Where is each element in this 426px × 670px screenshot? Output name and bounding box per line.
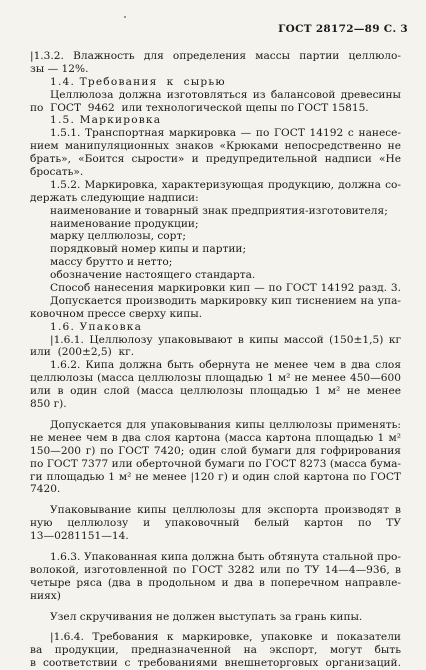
text-line: 1.6.3. Упакованная кипа должна быть обтянута стальной про- — [50, 550, 401, 563]
page-header: ГОСТ 28172—89 С. 3 — [278, 23, 408, 35]
text-line: наименование и товарный знак предприятия-изготовителя; — [50, 204, 388, 217]
text-line: или в один слой (масса целлюлозы площадью 1 м² не менее — [30, 385, 401, 398]
text-line: порядковый номер кипы и партии; — [50, 243, 247, 256]
text-line: бросать». — [30, 166, 84, 179]
text-line: наименование продукции; — [50, 217, 199, 230]
text-line: 850 г). — [30, 398, 67, 411]
text-line: зы — 12%. — [30, 62, 89, 75]
text-line: Упаковывание кипы целлюлозы для экспорта производят в — [50, 504, 401, 517]
text-line: ва продукции, предназначенной на экспорт, могут быть — [30, 644, 401, 657]
text-line: 1.6. Упаковка — [50, 320, 143, 333]
text-line: не менее чем в два слоя картона (масса картона площадью 1 м² — [30, 431, 401, 444]
text-line: в соответствии с требованиями внешнеторговых организаций. — [30, 657, 401, 670]
text-line: 1.5.1. Транспортная маркировка — по ГОСТ 14192 с нанесе- — [50, 127, 401, 140]
scan-speck — [124, 16, 126, 18]
text-line: 7420. — [30, 483, 61, 496]
text-line: ниях) — [30, 589, 61, 602]
paragraph-gap — [30, 496, 401, 504]
text-line: по ГОСТ 7377 или оберточной бумаги по ГОСТ 8273 (масса бума- — [30, 457, 401, 470]
paragraph-gap — [30, 411, 401, 419]
text-line: 1.5.2. Маркировка, характеризующая продукцию, должна со- — [50, 178, 401, 191]
text-line: массу брутто и нетто; — [50, 256, 173, 269]
text-line: волокой, изготовленной по ГОСТ 3282 или по ТУ 14—4—936, в — [30, 563, 401, 576]
text-line: |1.6.4. Требования к маркировке, упаковке и показатели — [50, 631, 401, 644]
text-line: Допускается для упаковывания кипы целлюлозы применять: — [50, 418, 401, 431]
text-line: 1.6.2. Кипа должна быть обернута не менее чем в два слоя — [50, 359, 401, 372]
text-line: Способ нанесения маркировки кип — по ГОСТ 14192 разд. 3. — [50, 282, 401, 295]
text-line: четыре ряса (два в продольном и два в поперечном направле- — [30, 576, 401, 589]
text-line: или (200±2,5) кг. — [30, 346, 135, 359]
text-line: Целлюлоза должна изготовляться из балансовой древесины — [50, 88, 401, 101]
paragraph-gap — [30, 623, 401, 631]
text-line: |1.3.2. Влажность для определения массы партии целлюло- — [30, 50, 401, 62]
text-line: целлюлозы (масса целлюлозы площадью 1 м² не менее 450—600 — [30, 372, 401, 385]
text-line: держать следующие надписи: — [30, 191, 199, 204]
text-line: ковочном прессе сверху кипы. — [30, 307, 203, 320]
text-line: марку целлюлозы, сорт; — [50, 230, 186, 243]
text-line: Узел скручивания не должен выступать за грань кипы. — [50, 610, 363, 623]
text-line: ную целлюлозу и упаковочный белый картон по ТУ — [30, 517, 401, 530]
text-line: Допускается производить маркировку кип тиснением на упа- — [50, 294, 401, 307]
text-line: брать», «Боится сырости» и предупредительной надписи «Не — [30, 153, 401, 166]
text-line: нием манипуляционных знаков «Крюками непосредственно не — [30, 140, 401, 153]
text-line: 1.5. Маркировка — [50, 114, 162, 127]
text-line: 13—0281151—14. — [30, 530, 129, 543]
text-line: ги площадью 1 м² не менее |120 г) и один слой картона по ГОСТ — [30, 470, 401, 483]
paragraph-gap — [30, 543, 401, 551]
paragraph-gap — [30, 603, 401, 611]
text-line: по ГОСТ 9462 или технологической щепы по ГОСТ 15815. — [30, 101, 369, 114]
document-body — [30, 50, 401, 670]
text-line: 1.4. Требования к сырью — [50, 75, 226, 88]
text-line: 150—200 г) по ГОСТ 7420; один слой бумаги для гофрирования — [30, 444, 401, 457]
text-line: обозначение настоящего стандарта. — [50, 269, 256, 282]
text-line: |1.6.1. Целлюлозу упаковывают в кипы массой (150±1,5) кг — [50, 333, 401, 346]
